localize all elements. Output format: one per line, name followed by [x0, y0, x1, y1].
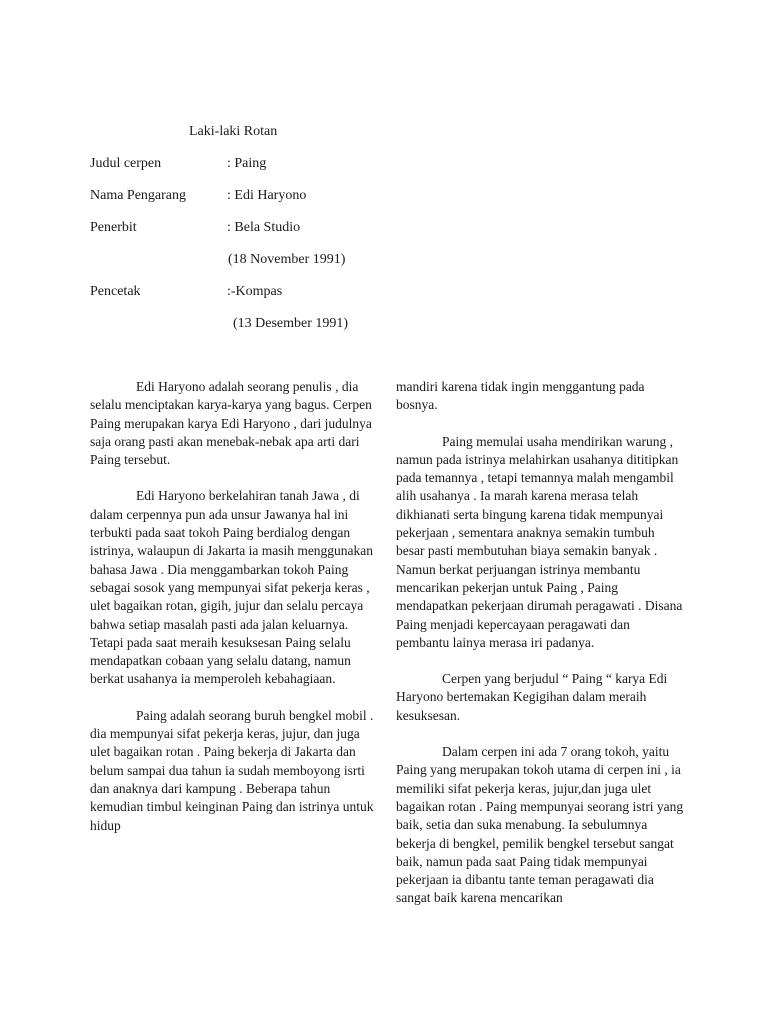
meta-value: : Paing: [227, 156, 267, 171]
penerbit-date: (18 November 1991): [228, 252, 346, 267]
paragraph: Dalam cerpen ini ada 7 orang tokoh, yaitu Paing yang merupakan tokoh utama di cerpen ini , ia memiliki sifat pekerja keras, jujur,dan juga ulet bagaikan rotan . Paing mempunyai seorang istri yang baik, setia dan suka menabung. Ia sebulumnya bekerja di bengkel, pemilik bengkel tersebut sangat baik, namun pada saat Paing tidak mempunyai pekerjaan ia dibantu tante teman peragawati dia sangat baik karena mencarikan: [396, 744, 684, 906]
meta-label: Pencetak: [90, 284, 141, 299]
paragraph: Edi Haryono berkelahiran tanah Jawa , di dalam cerpennya pun ada unsur Jawanya hal ini terbukti pada saat tokoh Paing berdialog dengan istrinya, walaupun di Jakarta ia masih menggunakan bahasa Jawa . Dia menggambarkan tokoh Paing sebagai sosok yang mempunyai sifat pekerja keras , ulet bagaikan rotan, gigih, jujur dan selalu percaya bahwa setiap masalah pasti ada jalan keluarnya. Tetapi pada saat meraih kesuksesan Paing selalu mendapatkan cobaan yang selalu datang, namun berkat usahanya ia memperoleh kebahagiaan.: [90, 488, 374, 687]
meta-label: Nama Pengarang: [90, 188, 187, 203]
paragraph: Paing adalah seorang buruh bengkel mobil . dia mempunyai sifat pekerja keras, jujur, dan juga ulet bagaikan rotan . Paing bekerja di Jakarta dan belum sampai dua tahun ia sudah memboyong isrti dan anaknya dari kampung . Beberapa tahun kemudian timbul keinginan Paing dan istrinya untuk hidup: [90, 707, 374, 833]
meta-label: Judul cerpen: [90, 156, 162, 171]
pencetak-date: (13 Desember 1991): [233, 316, 349, 331]
meta-value: :-Kompas: [227, 284, 283, 299]
meta-value: : Edi Haryono: [227, 188, 307, 203]
paragraph: Paing memulai usaha mendirikan warung , namun pada istrinya melahirkan usahanya dititipkan pada temannya , tetapi temannya malah mengambil alih usahanya . Ia marah karena merasa telah dikhianati serta bingung karena tidak mempunyai pekerjaan , sementara anaknya semakin tumbuh besar pasti membutuhan biaya semakin banyak . Namun berkat perjuangan istrinya membantu mencarikan pekerjan untuk Paing , Paing mendapatkan pekerjaan dirumah peragawati . Disana Paing menjadi kepercayaan peragawati dan pembantu lainya merasa iri padanya.: [396, 433, 683, 650]
paragraph: Cerpen yang berjudul “ Paing “ karya Edi Haryono bertemakan Kegigihan dalam meraih kesuksesan.: [396, 671, 668, 723]
right-column: [396, 378, 686, 926]
document-title: Laki-laki Rotan: [189, 124, 278, 139]
left-column: [90, 378, 378, 853]
meta-label: Penerbit: [90, 220, 137, 235]
meta-value: : Bela Studio: [227, 220, 301, 235]
paragraph: Edi Haryono adalah seorang penulis , dia selalu menciptakan karya-karya yang bagus. Cerpen Paing merupakan karya Edi Haryono , dari judulnya saja orang pasti akan menebak-nebak apa arti dari Paing tersebut.: [90, 379, 372, 468]
paragraph: mandiri karena tidak ingin menggantung pada bosnya.: [396, 379, 645, 413]
